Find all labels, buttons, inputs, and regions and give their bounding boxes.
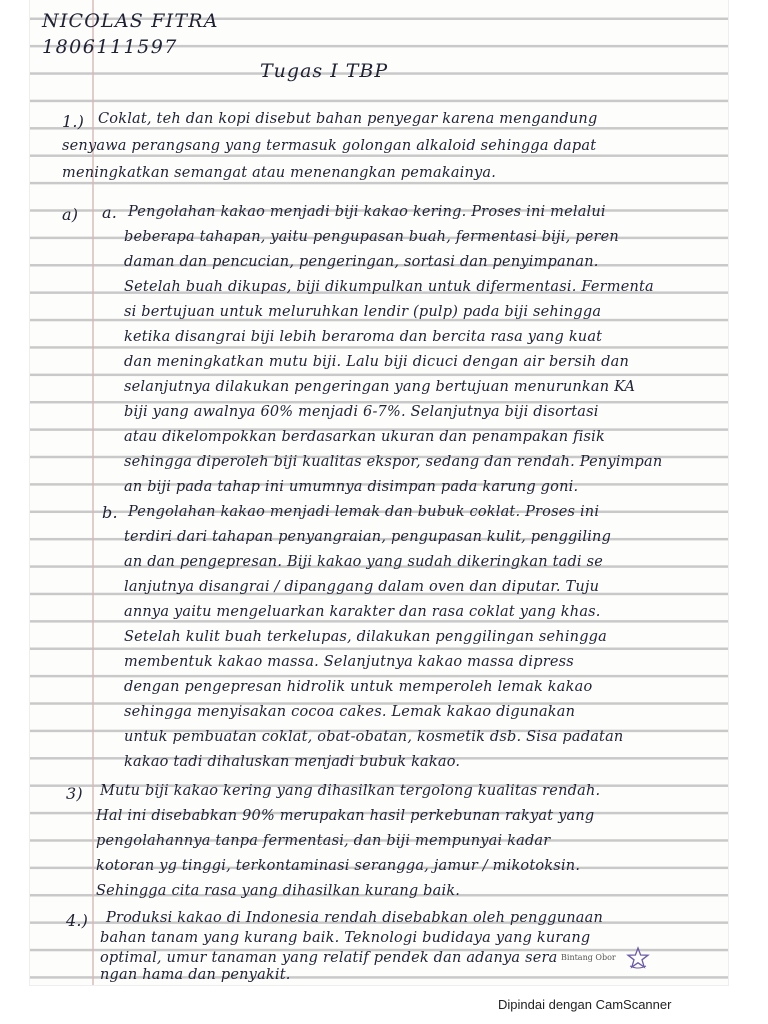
notebook-brand-star-icon — [626, 946, 650, 970]
answer-2a-line: daman dan pencucian, pengeringan, sortasi dan penyimpanan. — [124, 254, 599, 270]
answer-2a-line: atau dikelompokkan berdasarkan ukuran dan penampakan fisik — [124, 429, 605, 445]
answer-2b-line: sehingga menyisakan cocoa cakes. Lemak kakao digunakan — [124, 704, 576, 720]
answer-3-line: kotoran yg tinggi, terkontaminasi serangga, jamur / mikotoksin. — [96, 858, 581, 874]
answer-4-line: bahan tanam yang kurang baik. Teknologi budidaya yang kurang — [100, 930, 591, 946]
answer-3-line: pengolahannya tanpa fermentasi, dan biji mempunyai kadar — [96, 833, 551, 849]
answer-2b-line: kakao tadi dihaluskan menjadi bubuk kakao. — [124, 754, 461, 770]
answer-4-line: Produksi kakao di Indonesia rendah disebabkan oleh penggunaan — [106, 910, 603, 926]
answer-2a-line: biji yang awalnya 60% menjadi 6-7%. Selanjutnya biji disortasi — [124, 404, 599, 420]
answer-3-line: Mutu biji kakao kering yang dihasilkan tergolong kualitas rendah. — [100, 783, 601, 799]
answer-2a-label: a. — [102, 203, 118, 222]
answer-2b-line: Pengolahan kakao menjadi lemak dan bubuk coklat. Proses ini — [128, 504, 600, 520]
student-id: 1806111597 — [42, 36, 178, 58]
answer-1-line: senyawa perangsang yang termasuk golongan alkaloid sehingga dapat — [62, 138, 597, 154]
answer-2b-line: annya yaitu mengeluarkan karakter dan rasa coklat yang khas. — [124, 604, 601, 620]
answer-4-line: optimal, umur tanaman yang relatif pendek dan adanya sera — [100, 950, 558, 966]
answer-2b-line: Setelah kulit buah terkelupas, dilakukan penggilingan sehingga — [124, 629, 608, 645]
answer-1-line: Coklat, teh dan kopi disebut bahan penyegar karena mengandung — [98, 111, 598, 127]
answer-2b-label: b. — [102, 503, 118, 522]
answer-2a-line: Pengolahan kakao menjadi biji kakao kering. Proses ini melalui — [128, 204, 606, 220]
answer-2b-line: dengan pengepresan hidrolik untuk memperoleh lemak kakao — [124, 679, 593, 695]
answer-2b-line: membentuk kakao massa. Selanjutnya kakao massa dipress — [124, 654, 574, 670]
answer-4-number: 4.) — [66, 911, 89, 930]
answer-2b-line: untuk pembuatan coklat, obat-obatan, kosmetik dsb. Sisa padatan — [124, 729, 624, 745]
answer-3-number: 3) — [66, 784, 83, 803]
answer-1-line: meningkatkan semangat atau menenangkan pemakainya. — [62, 165, 497, 181]
student-name: NICOLAS FITRA — [42, 10, 219, 32]
answer-2a-line: selanjutnya dilakukan pengeringan yang bertujuan menurunkan KA — [124, 379, 636, 395]
scanner-watermark: Dipindai dengan CamScanner — [498, 997, 672, 1012]
answer-2a-line: dan meningkatkan mutu biji. Lalu biji dicuci dengan air bersih dan — [124, 354, 630, 370]
assignment-title: Tugas I TBP — [260, 60, 389, 82]
answer-2a-line: an biji pada tahap ini umumnya disimpan pada karung goni. — [124, 479, 579, 495]
answer-2b-line: an dan pengepresan. Biji kakao yang sudah dikeringkan tadi se — [124, 554, 604, 570]
answer-4-line: ngan hama dan penyakit. — [100, 967, 291, 983]
answer-1-number: 1.) — [62, 112, 85, 131]
answer-3-line: Sehingga cita rasa yang dihasilkan kurang baik. — [96, 883, 461, 899]
answer-2b-line: lanjutnya disangrai / dipanggang dalam oven dan diputar. Tuju — [124, 579, 600, 595]
answer-2b-line: terdiri dari tahapan penyangraian, pengupasan kulit, penggiling — [124, 529, 612, 545]
answer-2a-line: ketika disangrai biji lebih beraroma dan bercita rasa yang kuat — [124, 329, 603, 345]
answer-2a-line: beberapa tahapan, yaitu pengupasan buah, fermentasi biji, peren — [124, 229, 619, 245]
answer-2a-line: sehingga diperoleh biji kualitas ekspor, sedang dan rendah. Penyimpan — [124, 454, 663, 470]
answer-3-line: Hal ini disebabkan 90% merupakan hasil perkebunan rakyat yang — [96, 808, 595, 824]
answer-2a-line: si bertujuan untuk meluruhkan lendir (pulp) pada biji sehingga — [124, 304, 602, 320]
answer-2-number: a) — [62, 205, 79, 224]
notebook-brand-label: Bintang Obor — [561, 953, 616, 962]
answer-2a-line: Setelah buah dikupas, biji dikumpulkan untuk difermentasi. Fermenta — [124, 279, 654, 295]
